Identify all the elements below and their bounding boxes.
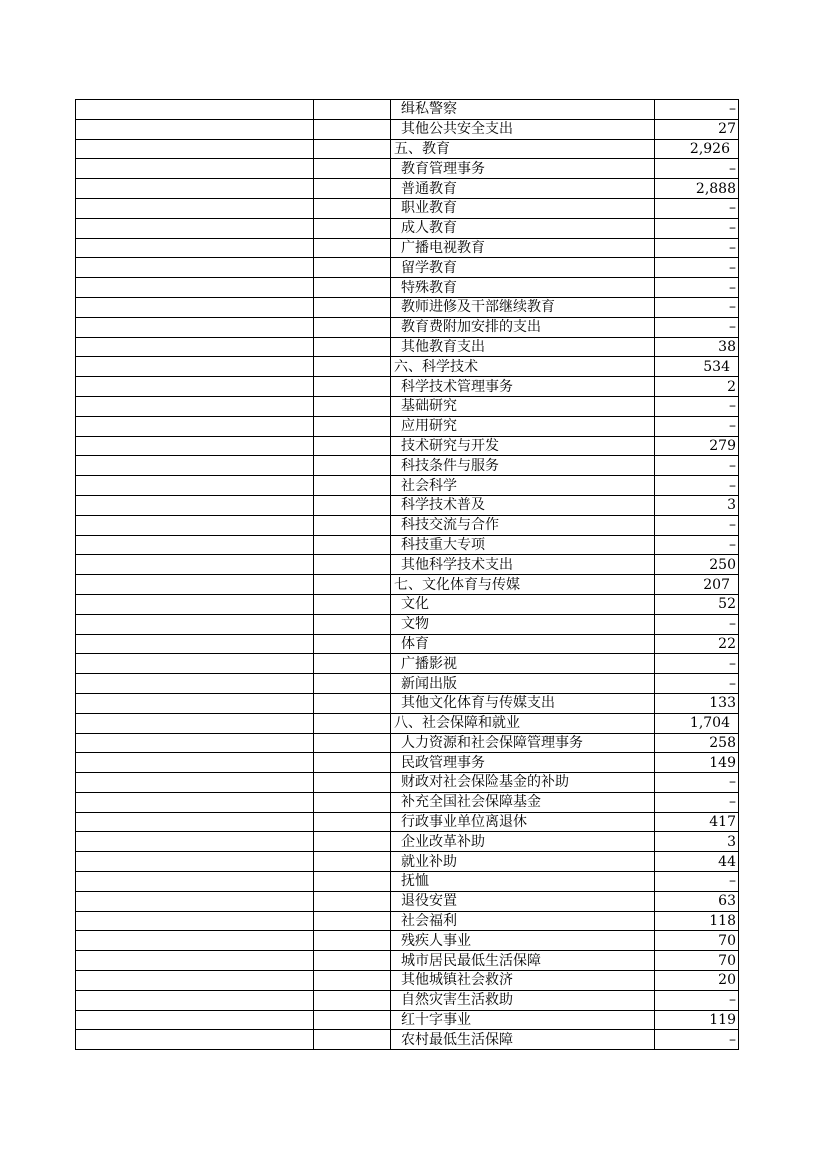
item-value: 70 xyxy=(655,951,739,971)
table-row xyxy=(76,792,739,812)
table-row xyxy=(76,119,739,139)
table-row xyxy=(76,634,739,654)
empty-cell xyxy=(76,159,314,179)
empty-cell xyxy=(76,792,314,812)
item-value: 2,888 xyxy=(655,179,739,199)
empty-cell xyxy=(76,674,314,694)
budget-expenditure-table xyxy=(75,99,739,1050)
empty-cell xyxy=(76,654,314,674)
empty-cell xyxy=(76,575,314,595)
category-total: 207 xyxy=(655,575,739,595)
item-name: 成人教育 xyxy=(391,218,655,238)
item-value: – xyxy=(655,218,739,238)
table-row xyxy=(76,832,739,852)
item-name: 残疾人事业 xyxy=(391,931,655,951)
empty-cell xyxy=(314,555,391,575)
item-value: 3 xyxy=(655,495,739,515)
item-value: – xyxy=(655,297,739,317)
item-name: 文化 xyxy=(391,594,655,614)
table-row xyxy=(76,456,739,476)
item-value: – xyxy=(655,535,739,555)
empty-cell xyxy=(76,852,314,872)
empty-cell xyxy=(314,872,391,892)
empty-cell xyxy=(76,515,314,535)
table-row xyxy=(76,258,739,278)
table-row xyxy=(76,100,739,120)
empty-cell xyxy=(314,139,391,159)
empty-cell xyxy=(314,456,391,476)
empty-cell xyxy=(314,416,391,436)
item-name: 红十字事业 xyxy=(391,1010,655,1030)
empty-cell xyxy=(76,693,314,713)
empty-cell xyxy=(76,456,314,476)
empty-cell xyxy=(314,357,391,377)
empty-cell xyxy=(76,971,314,991)
item-value: – xyxy=(655,396,739,416)
empty-cell xyxy=(314,278,391,298)
item-value: 149 xyxy=(655,753,739,773)
empty-cell xyxy=(314,258,391,278)
item-name: 其他公共安全支出 xyxy=(391,119,655,139)
item-value: 70 xyxy=(655,931,739,951)
empty-cell xyxy=(314,515,391,535)
item-name: 科学技术管理事务 xyxy=(391,377,655,397)
empty-cell xyxy=(76,713,314,733)
item-name: 退役安置 xyxy=(391,891,655,911)
item-value: 133 xyxy=(655,693,739,713)
item-value: – xyxy=(655,278,739,298)
empty-cell xyxy=(314,634,391,654)
empty-cell xyxy=(76,1030,314,1050)
table-row xyxy=(76,951,739,971)
item-value: – xyxy=(655,416,739,436)
empty-cell xyxy=(76,258,314,278)
table-row xyxy=(76,377,739,397)
empty-cell xyxy=(76,594,314,614)
item-name: 留学教育 xyxy=(391,258,655,278)
item-name: 应用研究 xyxy=(391,416,655,436)
table-row xyxy=(76,179,739,199)
item-name: 广播电视教育 xyxy=(391,238,655,258)
table-row xyxy=(76,535,739,555)
category-heading: 五、教育 xyxy=(391,139,655,159)
item-name: 行政事业单位离退休 xyxy=(391,812,655,832)
empty-cell xyxy=(76,951,314,971)
item-value: 118 xyxy=(655,911,739,931)
item-value: 22 xyxy=(655,634,739,654)
table-row xyxy=(76,297,739,317)
item-value: 2 xyxy=(655,377,739,397)
empty-cell xyxy=(76,139,314,159)
table-row xyxy=(76,396,739,416)
table-row xyxy=(76,614,739,634)
item-value: – xyxy=(655,476,739,496)
table-row xyxy=(76,278,739,298)
item-value: 119 xyxy=(655,1010,739,1030)
table-row xyxy=(76,436,739,456)
table-row xyxy=(76,911,739,931)
item-value: – xyxy=(655,258,739,278)
empty-cell xyxy=(76,100,314,120)
empty-cell xyxy=(76,753,314,773)
empty-cell xyxy=(314,377,391,397)
item-name: 民政管理事务 xyxy=(391,753,655,773)
empty-cell xyxy=(314,971,391,991)
empty-cell xyxy=(76,377,314,397)
item-name: 文物 xyxy=(391,614,655,634)
empty-cell xyxy=(76,733,314,753)
empty-cell xyxy=(314,951,391,971)
item-name: 职业教育 xyxy=(391,198,655,218)
empty-cell xyxy=(76,179,314,199)
item-value: 3 xyxy=(655,832,739,852)
empty-cell xyxy=(314,476,391,496)
table-row xyxy=(76,852,739,872)
empty-cell xyxy=(314,100,391,120)
item-value: – xyxy=(655,674,739,694)
item-name: 社会福利 xyxy=(391,911,655,931)
item-value: 38 xyxy=(655,337,739,357)
empty-cell xyxy=(314,753,391,773)
empty-cell xyxy=(76,357,314,377)
empty-cell xyxy=(76,476,314,496)
empty-cell xyxy=(314,733,391,753)
empty-cell xyxy=(314,297,391,317)
table-row xyxy=(76,515,739,535)
item-name: 其他教育支出 xyxy=(391,337,655,357)
empty-cell xyxy=(76,1010,314,1030)
item-name: 人力资源和社会保障管理事务 xyxy=(391,733,655,753)
item-value: 27 xyxy=(655,119,739,139)
item-name: 科学技术普及 xyxy=(391,495,655,515)
empty-cell xyxy=(314,832,391,852)
item-name: 企业改革补助 xyxy=(391,832,655,852)
item-value: 258 xyxy=(655,733,739,753)
empty-cell xyxy=(314,674,391,694)
table-row xyxy=(76,693,739,713)
empty-cell xyxy=(314,1030,391,1050)
empty-cell xyxy=(314,436,391,456)
empty-cell xyxy=(314,119,391,139)
empty-cell xyxy=(314,693,391,713)
empty-cell xyxy=(314,931,391,951)
item-value: – xyxy=(655,654,739,674)
item-value: – xyxy=(655,198,739,218)
item-name: 其他城镇社会救济 xyxy=(391,971,655,991)
table-row xyxy=(76,495,739,515)
category-total: 534 xyxy=(655,357,739,377)
item-value: – xyxy=(655,238,739,258)
item-name: 农村最低生活保障 xyxy=(391,1030,655,1050)
item-name: 教育费附加安排的支出 xyxy=(391,317,655,337)
item-value: – xyxy=(655,515,739,535)
category-total: 1,704 xyxy=(655,713,739,733)
table-row xyxy=(76,1010,739,1030)
empty-cell xyxy=(314,159,391,179)
empty-cell xyxy=(314,713,391,733)
item-name: 教师进修及干部继续教育 xyxy=(391,297,655,317)
table-row xyxy=(76,575,739,595)
table-row xyxy=(76,594,739,614)
table-row xyxy=(76,872,739,892)
category-heading: 八、社会保障和就业 xyxy=(391,713,655,733)
empty-cell xyxy=(314,495,391,515)
item-value: – xyxy=(655,614,739,634)
empty-cell xyxy=(314,575,391,595)
empty-cell xyxy=(76,872,314,892)
empty-cell xyxy=(76,198,314,218)
item-value: – xyxy=(655,159,739,179)
empty-cell xyxy=(314,317,391,337)
item-name: 科技条件与服务 xyxy=(391,456,655,476)
table-row xyxy=(76,416,739,436)
empty-cell xyxy=(76,773,314,793)
empty-cell xyxy=(76,416,314,436)
item-name: 新闻出版 xyxy=(391,674,655,694)
empty-cell xyxy=(314,179,391,199)
empty-cell xyxy=(76,535,314,555)
empty-cell xyxy=(314,773,391,793)
item-value: 44 xyxy=(655,852,739,872)
item-name: 就业补助 xyxy=(391,852,655,872)
table-row xyxy=(76,357,739,377)
item-name: 科技重大专项 xyxy=(391,535,655,555)
item-value: – xyxy=(655,456,739,476)
item-value: 417 xyxy=(655,812,739,832)
item-name: 体育 xyxy=(391,634,655,654)
table-row xyxy=(76,891,739,911)
table-row xyxy=(76,337,739,357)
empty-cell xyxy=(76,436,314,456)
empty-cell xyxy=(76,218,314,238)
item-value: 20 xyxy=(655,971,739,991)
empty-cell xyxy=(314,792,391,812)
item-name: 社会科学 xyxy=(391,476,655,496)
empty-cell xyxy=(76,911,314,931)
item-name: 缉私警察 xyxy=(391,100,655,120)
category-heading: 六、科学技术 xyxy=(391,357,655,377)
item-value: – xyxy=(655,792,739,812)
empty-cell xyxy=(76,931,314,951)
empty-cell xyxy=(76,891,314,911)
empty-cell xyxy=(76,555,314,575)
empty-cell xyxy=(314,911,391,931)
table-row xyxy=(76,971,739,991)
table-row xyxy=(76,713,739,733)
empty-cell xyxy=(314,852,391,872)
empty-cell xyxy=(76,119,314,139)
empty-cell xyxy=(314,1010,391,1030)
empty-cell xyxy=(76,495,314,515)
table-row xyxy=(76,654,739,674)
table-row xyxy=(76,238,739,258)
item-name: 补充全国社会保障基金 xyxy=(391,792,655,812)
table-row xyxy=(76,931,739,951)
empty-cell xyxy=(314,198,391,218)
item-value: – xyxy=(655,872,739,892)
empty-cell xyxy=(314,337,391,357)
empty-cell xyxy=(76,297,314,317)
table-row xyxy=(76,812,739,832)
item-value: – xyxy=(655,100,739,120)
empty-cell xyxy=(76,832,314,852)
empty-cell xyxy=(314,812,391,832)
item-value: 250 xyxy=(655,555,739,575)
table-row xyxy=(76,317,739,337)
table-row xyxy=(76,198,739,218)
empty-cell xyxy=(314,594,391,614)
item-name: 科技交流与合作 xyxy=(391,515,655,535)
item-name: 基础研究 xyxy=(391,396,655,416)
empty-cell xyxy=(314,654,391,674)
empty-cell xyxy=(76,812,314,832)
item-value: – xyxy=(655,773,739,793)
table-row xyxy=(76,159,739,179)
item-value: 52 xyxy=(655,594,739,614)
item-name: 其他科学技术支出 xyxy=(391,555,655,575)
item-name: 教育管理事务 xyxy=(391,159,655,179)
table-row xyxy=(76,1030,739,1050)
item-value: 279 xyxy=(655,436,739,456)
item-name: 技术研究与开发 xyxy=(391,436,655,456)
table-row xyxy=(76,218,739,238)
empty-cell xyxy=(76,634,314,654)
item-name: 城市居民最低生活保障 xyxy=(391,951,655,971)
item-value: – xyxy=(655,1030,739,1050)
empty-cell xyxy=(76,396,314,416)
empty-cell xyxy=(314,990,391,1010)
empty-cell xyxy=(76,278,314,298)
item-name: 其他文化体育与传媒支出 xyxy=(391,693,655,713)
table-row xyxy=(76,733,739,753)
category-total: 2,926 xyxy=(655,139,739,159)
item-name: 广播影视 xyxy=(391,654,655,674)
empty-cell xyxy=(314,614,391,634)
empty-cell xyxy=(76,337,314,357)
empty-cell xyxy=(314,891,391,911)
empty-cell xyxy=(76,317,314,337)
item-name: 财政对社会保险基金的补助 xyxy=(391,773,655,793)
table-row xyxy=(76,139,739,159)
item-value: – xyxy=(655,317,739,337)
empty-cell xyxy=(76,990,314,1010)
empty-cell xyxy=(76,614,314,634)
table-row xyxy=(76,476,739,496)
item-value: – xyxy=(655,990,739,1010)
item-name: 普通教育 xyxy=(391,179,655,199)
item-name: 抚恤 xyxy=(391,872,655,892)
item-name: 自然灾害生活救助 xyxy=(391,990,655,1010)
table-row xyxy=(76,990,739,1010)
table-row xyxy=(76,773,739,793)
table-row xyxy=(76,674,739,694)
item-value: 63 xyxy=(655,891,739,911)
item-name: 特殊教育 xyxy=(391,278,655,298)
table-row xyxy=(76,753,739,773)
table-row xyxy=(76,555,739,575)
empty-cell xyxy=(76,238,314,258)
empty-cell xyxy=(314,238,391,258)
table-body xyxy=(76,100,739,1050)
category-heading: 七、文化体育与传媒 xyxy=(391,575,655,595)
empty-cell xyxy=(314,396,391,416)
empty-cell xyxy=(314,218,391,238)
empty-cell xyxy=(314,535,391,555)
